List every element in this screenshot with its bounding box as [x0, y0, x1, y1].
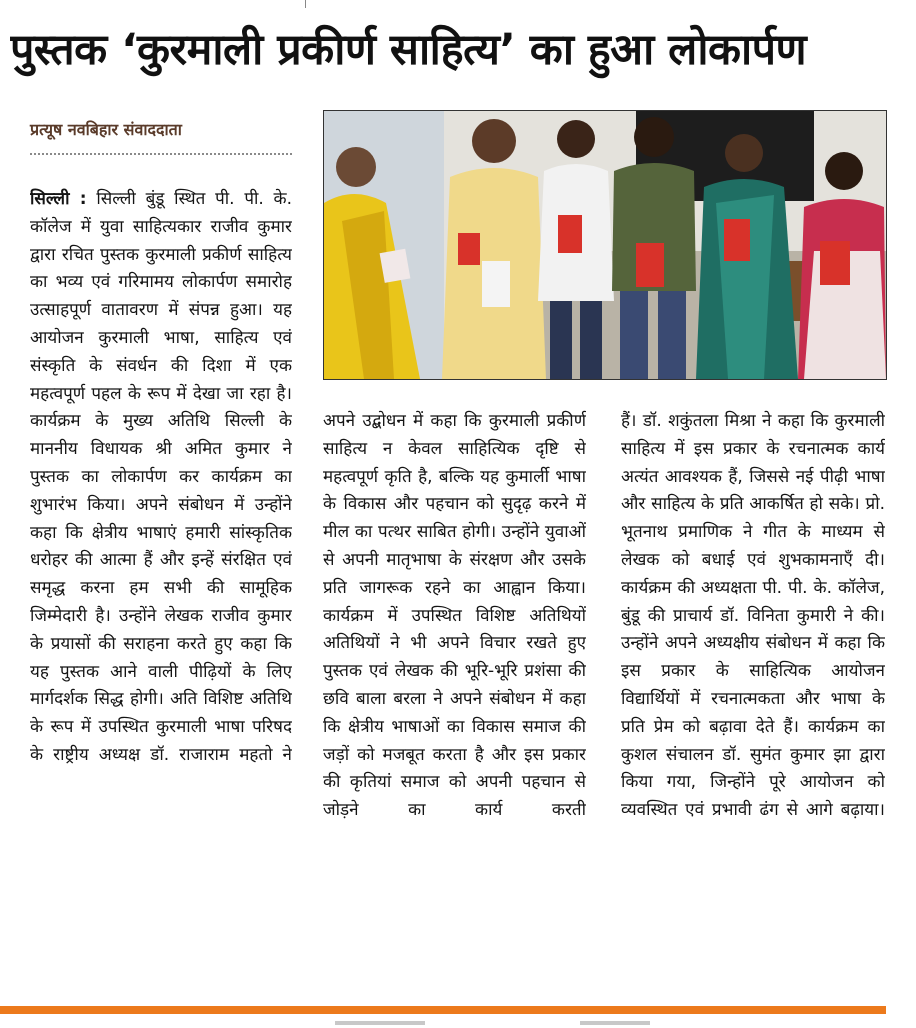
- headline: पुस्तक ‘कुरमाली प्रकीर्ण साहित्य’ का हुआ लोकार्पण: [10, 25, 807, 75]
- next-article-cutoff: [0, 1019, 916, 1028]
- dateline: सिल्ली :: [30, 189, 87, 209]
- top-rule: [305, 0, 306, 8]
- footer-accent-bar: [0, 1006, 886, 1014]
- cutoff-glyph: [580, 1021, 650, 1025]
- article-column-2: अपने उद्बोधन में कहा कि कुरमाली प्रकीर्ण साहित्य न केवल साहित्यिक दृष्टि से महत्वपूर्ण कृति है, बल्कि यह कुमार्ली भाषा के विकास और पहचान को सुदृढ़ करने में मील का पत्थर साबित होगी। उन्होंने युवाओं से अपनी मातृभाषा के संरक्षण और उसके प्रति जागरूक रहने का आह्वान किया। कार्यक्रम में उपस्थित विशिष्ट अतिथियों अतिथियों ने भी अपने विचार रखते हुए पुस्तक एवं लेखक की भूरि-भूरि प्रशंसा की छवि बाला बरला ने अपने संबोधन में कहा कि क्षेत्रीय भाषाओं का विकास समाज की जड़ों को मजबूत करता है और इस प्रकार की कृतियां समाज को अपनी पहचान से जोड़ने का कार्य करती: [323, 411, 586, 821]
- byline: प्रत्यूष नवबिहार संवाददाता: [30, 120, 182, 139]
- column-1-text: सिल्ली बुंडू स्थित पी. पी. के. कॉलेज में युवा साहित्यकार राजीव कुमार द्वारा रचित पुस्तक कुरमाली प्रकीर्ण साहित्य का भव्य एवं गरिमामय लोकार्पण समारोह उत्साहपूर्ण वातावरण में संपन्न हुआ। यह आयोजन कुरमाली भाषा, साहित्य एवं संस्कृति के संवर्धन की दिशा में एक महत्वपूर्ण पहल के रूप में देखा जा रहा है। कार्यक्रम के मुख्य अतिथि सिल्ली के माननीय विधायक श्री अमित कुमार ने पुस्तक का लोकार्पण कर कार्यक्रम का शुभारंभ किया। अपने संबोधन में उन्होंने कहा कि क्षेत्रीय भाषाएं हमारी सांस्कृतिक धरोहर की आत्मा हैं और इन्हें संरक्षित एवं समृद्ध करना हम सभी की सामूहिक जिम्मेदारी है। उन्होंने लेखक राजीव कुमार के प्रयासों की सराहना करते हुए कहा कि यह पुस्तक आने वाली पीढ़ियों के लिए मार्गदर्शक सिद्ध होगी। अति विशिष्ट अतिथि के रूप में उपस्थित कुरमाली भाषा परिषद के राष्ट्रीय अध्यक्ष डॉ. राजाराम महतो ने: [30, 189, 292, 765]
- group-photo-icon: [324, 111, 886, 379]
- article-column-3: हैं। डॉ. शकुंतला मिश्रा ने कहा कि कुरमाली साहित्य में इस प्रकार के रचनात्मक कार्य अत्यंत आवश्यक हैं, जिससे नई पीढ़ी भाषा और साहित्य के प्रति आकर्षित हो सके। प्रो. भूतनाथ प्रमाणिक ने गीत के माध्यम से लेखक को बधाई एवं शुभकामनाएँ दी। कार्यक्रम की अध्यक्षता पी. पी. के. कॉलेज, बुंडू की प्राचार्य डॉ. विनिता कुमारी ने की। उन्होंने अपने अध्यक्षीय संबोधन में कहा कि इस प्रकार के साहित्यिक आयोजन विद्यार्थियों में रचनात्मकता और भाषा के प्रति प्रेम को बढ़ावा देते हैं। कार्यक्रम का कुशल संचालन डॉ. सुमंत कुमार झा द्वारा किया गया, जिन्होंने पूरे आयोजन को व्यवस्थित एवं प्रभावी ढंग से आगे बढ़ाया।: [621, 411, 885, 821]
- cutoff-glyph: [335, 1021, 425, 1025]
- byline-divider: [30, 153, 292, 155]
- article-column-1: [30, 186, 292, 994]
- event-photo: [323, 110, 887, 380]
